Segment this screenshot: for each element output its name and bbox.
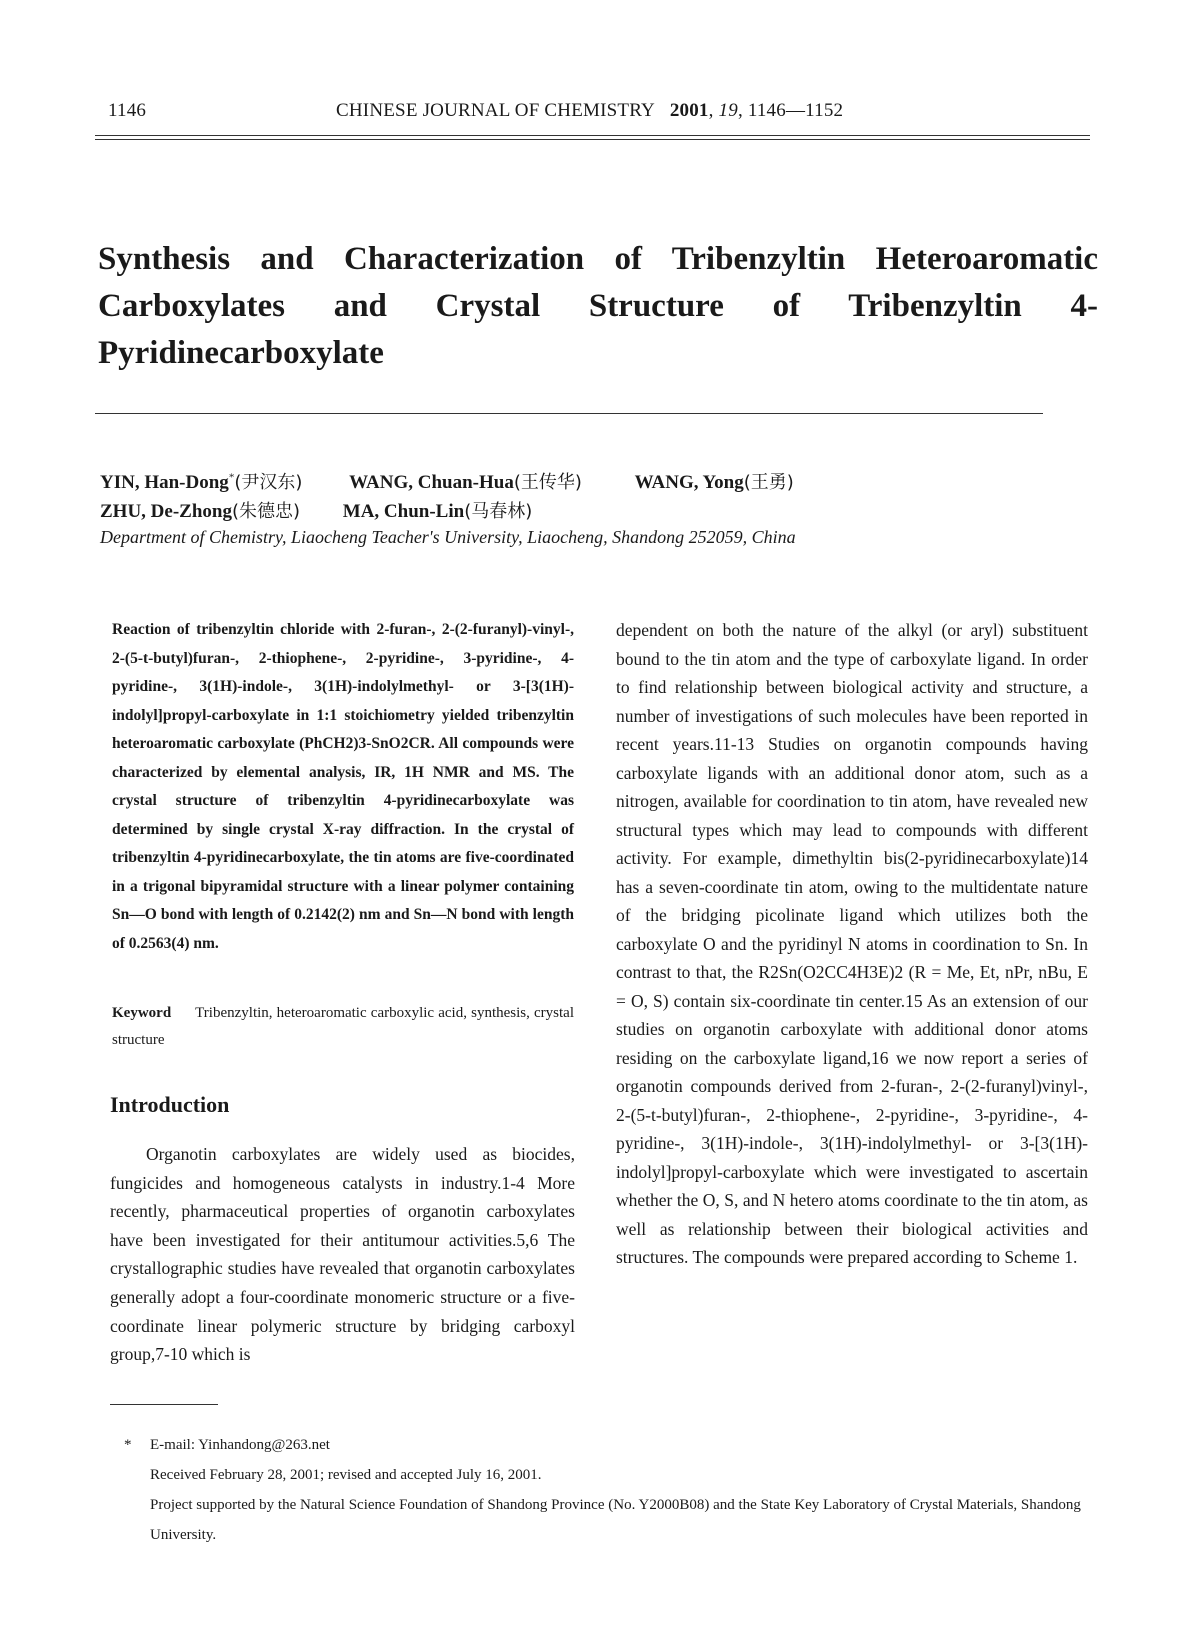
section-heading: Introduction bbox=[110, 1092, 230, 1117]
title-line-3: Pyridinecarboxylate bbox=[98, 335, 384, 371]
author: YIN, Han-Dong*(尹汉东) bbox=[100, 471, 303, 493]
keyword-text: Tribenzyltin, heteroaromatic carboxylic acid, synthesis, crystal structure bbox=[112, 1005, 574, 1048]
journal-header: CHINESE JOURNAL OF CHEMISTRY 2001, 19, 1146—1152 bbox=[336, 100, 844, 121]
keyword-label: Keyword bbox=[112, 1005, 172, 1021]
title-rule bbox=[95, 413, 1043, 414]
intro-paragraph-continued: dependent on both the nature of the alkyl (or aryl) substituent bound to the tin atom and the type of carboxylate ligand. In order to find relationship between biological activity and structure, a number of investigations of such molecules have been reported in recent years.11-13 Studies on organotin compounds having carboxylate ligands with an additional donor atom, such as a nitrogen, available for coordination to tin atom, have revealed new structural types which may lead to compounds with different activity. For example, dimethyltin bis(2-pyridinecarboxylate)14 has a seven-coordinate tin atom, owing to the multidentate nature of the bridging picolinate ligand which utilizes both the carboxylate O and the pyridinyl N atoms in coordination to Sn. In contrast to that, the R2Sn(O2CC4H3E)2 (R = Me, Et, nPr, nBu, E = O, S) contain six-coordinate tin center.15 As an extension of our studies on organotin carboxylate with additional donor atoms residing on the carboxylate ligand,16 we now report a series of organotin compounds derived from 2-furan-, 2-(2-furanyl)vinyl-, 2-(5-t-butyl)furan-, 2-thiophene-, 2-pyridine-, 3-pyridine-, 4-pyridine-, 3(1H)-indole-, 3(1H)-indolylmethyl- or 3-[3(1H)-indolyl]propyl-carboxylate which were investigated to ascertain whether the O, S, and N hetero atoms coordinate to the tin atom, as well as relationship between their biological activities and structures. The compounds were prepared according to Scheme 1. bbox=[616, 620, 1088, 1267]
author: MA, Chun-Lin(马春林) bbox=[342, 501, 533, 522]
journal-volume: 19 bbox=[718, 100, 738, 121]
keywords bbox=[112, 1000, 574, 1054]
author-list bbox=[100, 468, 794, 526]
header-rule-top bbox=[95, 135, 1090, 136]
author: WANG, Yong(王勇) bbox=[634, 472, 794, 493]
journal-name: CHINESE JOURNAL OF CHEMISTRY bbox=[336, 100, 655, 121]
paper-title bbox=[98, 236, 1098, 377]
title-line-1: Synthesis and Characterization of Tribenzyltin Heteroaromatic bbox=[98, 241, 1098, 277]
journal-year: 2001 bbox=[669, 100, 709, 121]
intro-paragraph: Organotin carboxylates are widely used as biocides, fungicides and homogeneous catalysts in industry.1-4 More recently, pharmaceutical properties of organotin carboxylates have been investigated for their antitumour activities.5,6 The crystallographic studies have revealed that organotin carboxylates generally adopt a four-coordinate monomeric structure or a five-coordinate linear polymeric structure by bridging carboxyl group,7-10 which is bbox=[110, 1144, 575, 1365]
journal-pages: 1146—1152 bbox=[747, 100, 844, 121]
author: WANG, Chuan-Hua(王传华) bbox=[349, 472, 582, 493]
page-number: 1146 bbox=[108, 100, 147, 121]
affiliation: Department of Chemistry, Liaocheng Teacher's University, Liaocheng, Shandong 252059, China bbox=[100, 527, 796, 547]
header-rule-bottom bbox=[95, 139, 1090, 140]
footnote-rule bbox=[110, 1404, 218, 1405]
footnote-received: Received February 28, 2001; revised and accepted July 16, 2001. bbox=[150, 1467, 542, 1483]
title-line-2: Carboxylates and Crystal Structure of Tribenzyltin 4- bbox=[98, 288, 1098, 324]
abstract: Reaction of tribenzyltin chloride with 2-furan-, 2-(2-furanyl)-vinyl-, 2-(5-t-butyl)furan-, 2-thiophene-, 2-pyridine-, 3-pyridine-, 4-pyridine-, 3(1H)-indole-, 3(1H)-indolylmethyl- or 3-[3(1H)-indolyl]propyl-carboxylate in 1:1 stoichiometry yielded tribenzyltin heteroaromatic carboxylate (PhCH2)3-SnO2CR. All compounds were characterized by elemental analysis, IR, 1H NMR and MS. The crystal structure of tribenzyltin 4-pyridinecarboxylate was determined by single crystal X-ray diffraction. In the crystal of tribenzyltin 4-pyridinecarboxylate, the tin atoms are five-coordinated in a trigonal bipyramidal structure with a linear polymer containing Sn—O bond with length of 0.2142(2) nm and Sn—N bond with length of 0.2563(4) nm. bbox=[112, 621, 574, 952]
author: ZHU, De-Zhong(朱德忠) bbox=[100, 501, 301, 522]
footnote-project: Project supported by the Natural Science Foundation of Shandong Province (No. Y2000B08) and the State Key Laboratory of Crystal Materials, Shandong University. bbox=[150, 1497, 1081, 1543]
footnote-email: * E-mail: Yinhandong@263.net bbox=[124, 1437, 330, 1453]
footnotes bbox=[124, 1430, 1114, 1550]
